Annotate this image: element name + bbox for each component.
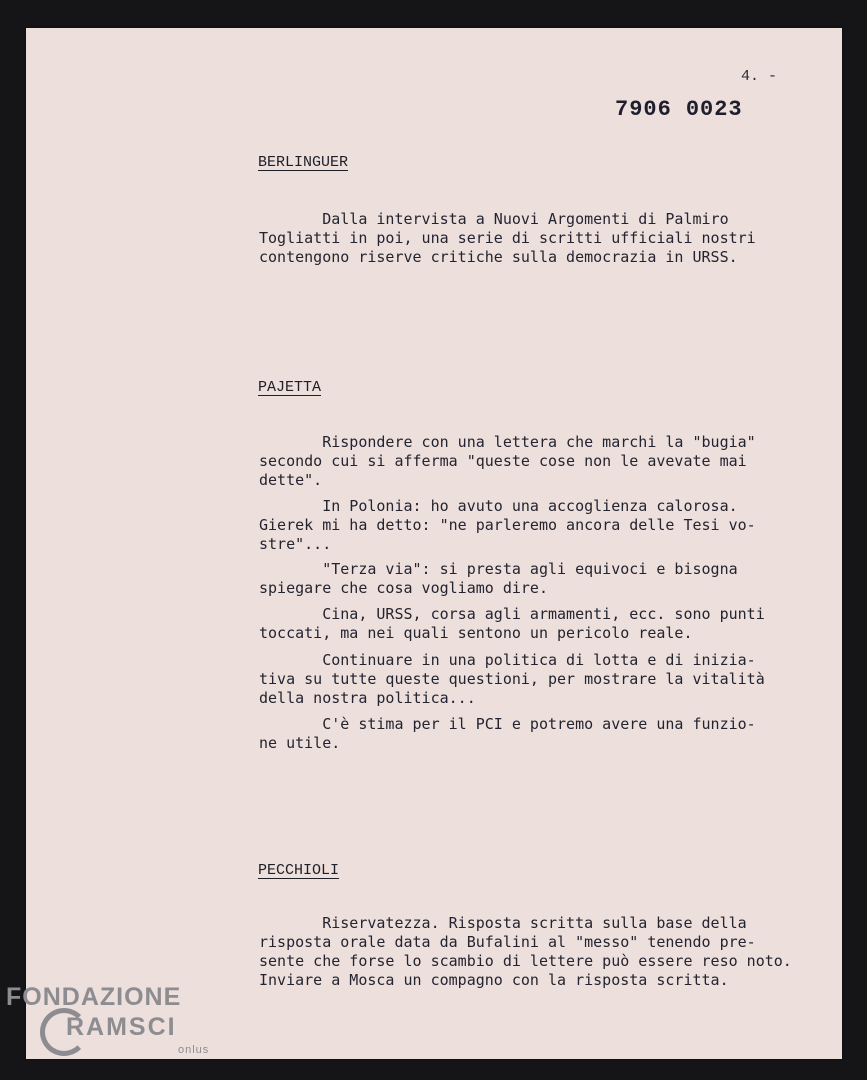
document-number-part: 7906 <box>615 97 672 122</box>
paragraph: Dalla intervista a Nuovi Argomenti di Palmiro Togliatti in poi, una serie di scritti ufficiali nostri contengono riserve critiche sulla democrazia in URSS. <box>259 210 756 266</box>
section-heading-pajetta: PAJETTA <box>258 379 322 396</box>
section-heading-berlinguer: BERLINGUER <box>258 154 349 171</box>
document-number-part: 0023 <box>685 97 743 122</box>
watermark-line1: FONDAZIONE <box>6 983 182 1011</box>
paragraph: Continuare in una politica di lotta e di inizia- tiva su tutte queste questioni, per mostrare la vitalità della nostra politica... <box>259 651 765 707</box>
page-number: 4. - <box>741 68 778 85</box>
paragraph: C'è stima per il PCI e potremo avere una funzio- ne utile. <box>259 715 756 752</box>
watermark-line2: RAMSCI <box>66 1013 177 1041</box>
paragraph: In Polonia: ho avuto una accoglienza calorosa. Gierek mi ha detto: "ne parleremo ancora delle Tesi vo- stre"... <box>259 497 756 553</box>
paragraph: Rispondere con una lettera che marchi la "bugia" secondo cui si afferma "queste cose non le avevate mai dette". <box>259 433 756 489</box>
paragraph: Riservatezza. Risposta scritta sulla base della risposta orale data da Bufalini al "messo" tenendo pre- sente che forse lo scambio di lettere può essere reso noto. Inviare a Mosca un compagno con la risposta scritta. <box>259 914 792 989</box>
document-number <box>615 97 743 122</box>
fondazione-gramsci-watermark <box>6 982 210 1056</box>
watermark-suffix: onlus <box>178 1044 210 1056</box>
section-heading-pecchioli: PECCHIOLI <box>258 862 340 879</box>
paragraph: "Terza via": si presta agli equivoci e bisogna spiegare che cosa vogliamo dire. <box>259 560 738 597</box>
paragraph: Cina, URSS, corsa agli armamenti, ecc. sono punti toccati, ma nei quali sentono un pericolo reale. <box>259 605 765 642</box>
g-logo-icon <box>40 1008 88 1056</box>
